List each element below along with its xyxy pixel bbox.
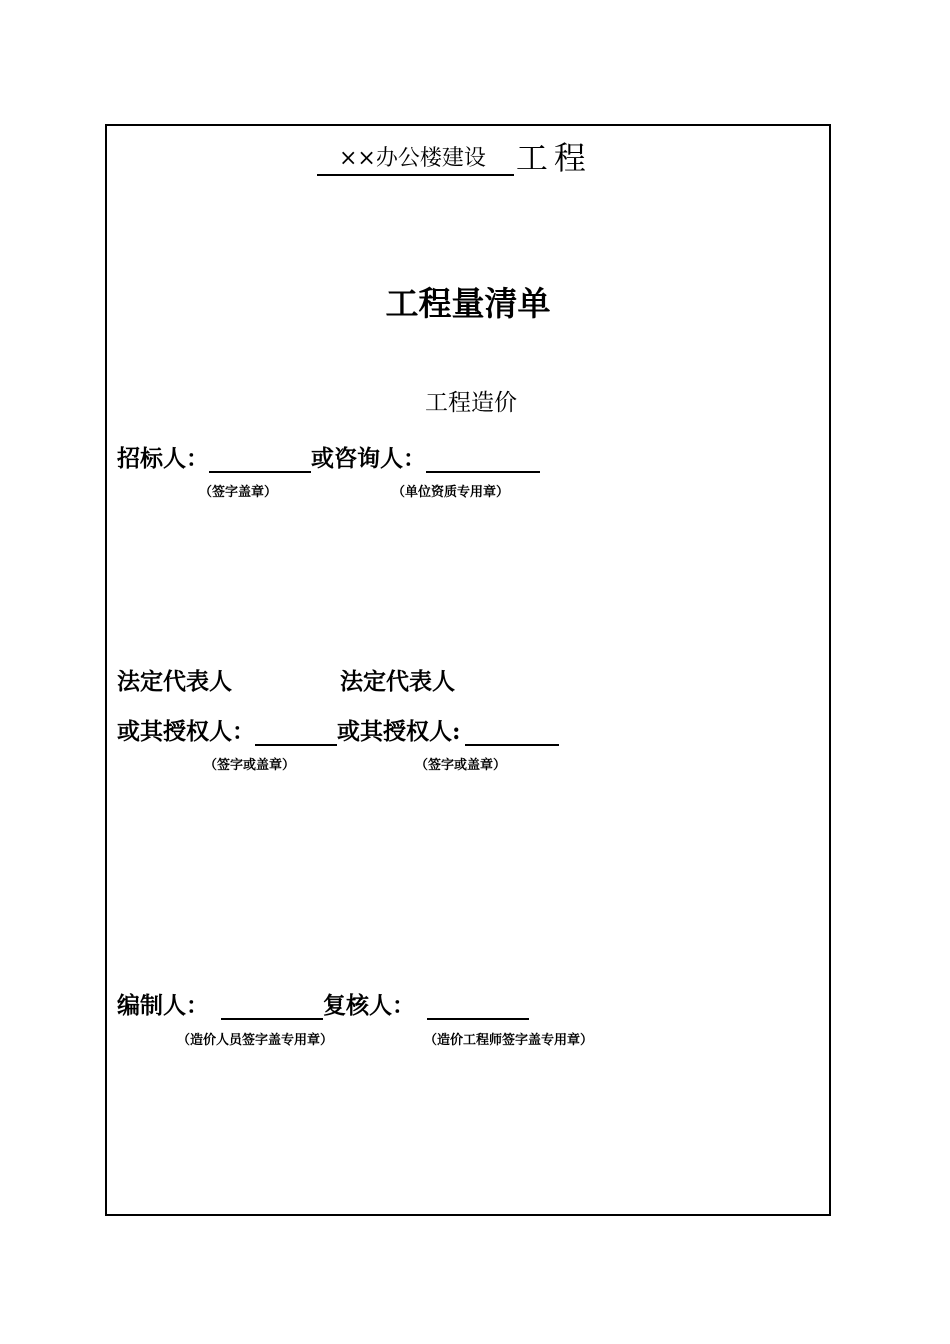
authorized-right-blank[interactable] <box>465 720 559 746</box>
authorized-left-note: （签字或盖章） <box>204 758 296 773</box>
compiler-note: （造价人员签字盖专用章） <box>177 1033 334 1048</box>
tenderer-label: 招标人： <box>117 445 209 472</box>
tenderer-note: （签字盖章） <box>199 485 278 500</box>
project-header <box>317 140 592 176</box>
document-title: 工程量清单 <box>385 284 551 323</box>
compiler-label: 编制人： <box>117 992 209 1019</box>
authorized-right-note: （签字或盖章） <box>415 758 507 773</box>
legal-rep-left-heading: 法定代表人 <box>117 668 232 695</box>
reviewer-note: （造价工程师签字盖专用章） <box>424 1033 594 1048</box>
tenderer-row <box>117 440 540 473</box>
tenderer-signature-blank[interactable] <box>209 447 311 473</box>
reviewer-signature-blank[interactable] <box>427 994 529 1020</box>
consultant-label: 或咨询人： <box>311 445 426 472</box>
document-subtitle: 工程造价 <box>425 390 517 416</box>
compiler-signature-blank[interactable] <box>221 994 323 1020</box>
authorized-left-blank[interactable] <box>255 720 337 746</box>
consultant-signature-blank[interactable] <box>426 447 540 473</box>
compiler-row <box>117 987 529 1020</box>
authorized-left-label: 或其授权人： <box>117 718 255 745</box>
consultant-note: （单位资质专用章） <box>392 485 510 500</box>
authorized-row <box>117 713 559 746</box>
document-frame <box>105 124 831 1216</box>
project-suffix: 工程 <box>515 139 592 177</box>
authorized-right-label: 或其授权人: <box>337 718 461 745</box>
project-name: ××办公楼建设 <box>317 144 514 176</box>
reviewer-label: 复核人： <box>323 992 415 1019</box>
legal-rep-right-heading: 法定代表人 <box>340 668 455 695</box>
